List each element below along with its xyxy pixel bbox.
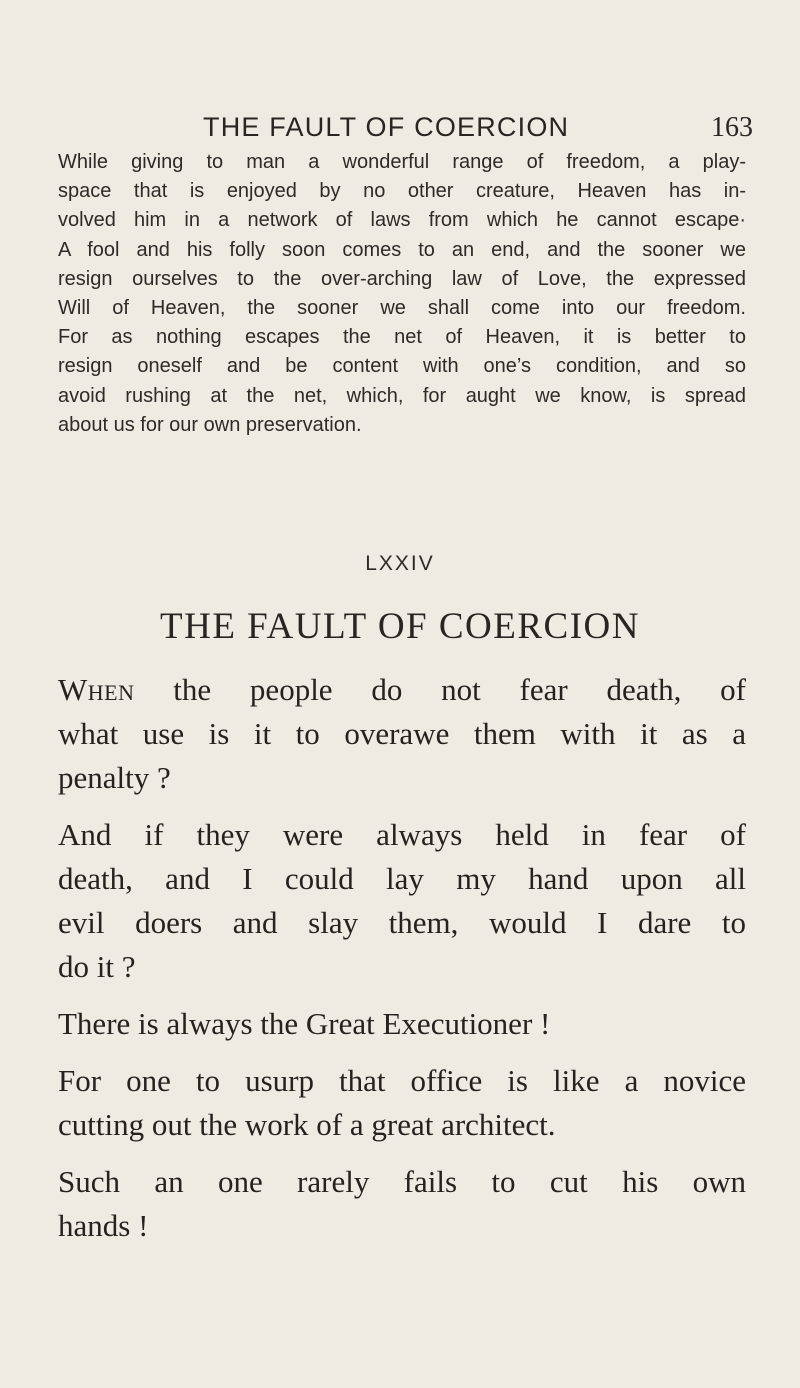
verse-line: death, and I could lay my hand upon all [58,861,746,896]
page-number: 163 [711,112,753,143]
verse-line-text: the people do not fear death, of [134,672,746,707]
prose-line: Will of Heaven, the sooner we shall come into our freedom. [58,297,746,320]
verse-section [58,668,746,1261]
verse-line: do it ? [58,949,136,984]
prose-line: For as nothing escapes the net of Heaven, it is better to [58,326,746,349]
verse-line: cutting out the work of a great architect. [58,1107,556,1142]
prose-line: resign oneself and be content with one’s condition, and so [58,355,746,378]
verse-line: There is always the Great Executioner ! [58,1006,551,1041]
prose-paragraph [58,148,746,440]
prose-line: resign ourselves to the over-arching law of Love, the expressed [58,267,746,290]
prose-line: about us for our own preservation. [58,413,362,436]
prose-line: A fool and his folly soon comes to an end, and the sooner we [58,238,746,261]
verse-line: what use is it to overawe them with it as a [58,716,746,751]
verse [58,813,746,989]
verse [58,1002,746,1046]
verse-line: And if they were always held in fear of [58,817,746,852]
verse [58,668,746,800]
verse-line: hands ! [58,1208,149,1243]
verse-line: penalty ? [58,760,171,795]
running-header [0,0,800,150]
prose-line: space that is enjoyed by no other creature, Heaven has in- [58,180,746,203]
verse-line: For one to usurp that office is like a novice [58,1063,746,1098]
verse [58,1160,746,1248]
verse [58,1059,746,1147]
running-title: THE FAULT OF COERCION [203,112,570,142]
prose-line: avoid rushing at the net, which, for aught we know, is spread [58,384,746,407]
verse-lead-word: When [58,672,135,707]
prose-line: volved him in a network of laws from which he cannot escape· [58,209,746,232]
verse-line: evil doers and slay them, would I dare to [58,905,746,940]
prose-line: While giving to man a wonderful range of freedom, a play- [58,151,746,173]
verse-line [58,668,746,712]
chapter-number: LXXIV [365,552,435,575]
chapter-title: THE FAULT OF COERCION [160,606,640,647]
verse-line: Such an one rarely fails to cut his own [58,1164,746,1199]
